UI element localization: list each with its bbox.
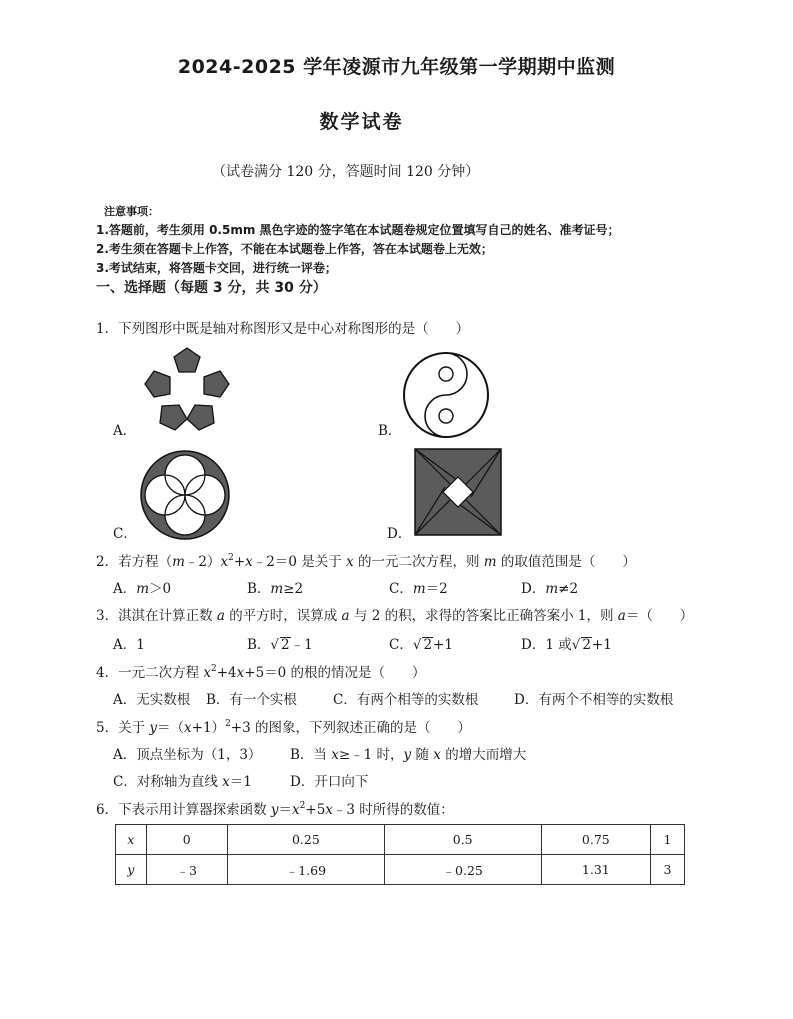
figure-c-petal-circle xyxy=(139,449,231,541)
table-cell: 0.25 xyxy=(227,825,384,855)
q3-option-a: A．1 xyxy=(113,637,145,653)
q5-option-c: C．对称轴为直线 x＝1 xyxy=(113,774,252,790)
figure-d-square-pinwheel xyxy=(413,447,503,537)
q5-option-b: B．当 x≥﹣1 时，y 随 x 的增大而增大 xyxy=(290,747,527,763)
table-cell: 0 xyxy=(146,825,227,855)
question-4-stem: 4．一元二次方程 $x^2+4x+5=0$ 的根的情况是（ ） xyxy=(96,664,426,681)
table-header-y: y xyxy=(116,855,147,885)
q3-option-b: B．√ 2﹣1 xyxy=(247,637,313,653)
question-3-stem: 3．淇淇在计算正数 a 的平方时，误算成 a 与 2 的积，求得的答案比正确答案小 1，则 a＝（ ） xyxy=(96,608,694,624)
question-5-stem: 5．关于 $y=(x+1)^2+3$ 的图象，下列叙述正确的是（ ） xyxy=(96,719,471,736)
q2-option-d: D．m≠2 xyxy=(521,581,579,597)
table-cell: ﹣1.69 xyxy=(227,855,384,885)
figure-c-label: C． xyxy=(113,526,137,542)
q2-option-a: A．m＞0 xyxy=(113,581,172,597)
q3-option-d: D．1 或√ 2+1 xyxy=(521,637,612,653)
exam-meta: （试卷满分 120 分，答题时间 120 分钟） xyxy=(212,164,480,180)
exam-title: 2024-2025 学年凌源市九年级第一学期期中监测 xyxy=(177,56,616,78)
notice-item-3: 3.考试结束，将答题卡交回，进行统一评卷； xyxy=(96,261,337,275)
table-cell: 3 xyxy=(651,855,685,885)
table-cell: 0.75 xyxy=(541,825,650,855)
notice-heading: 注意事项： xyxy=(104,205,159,218)
q2-option-b: B．m≥2 xyxy=(247,581,304,597)
q4-option-c: C．有两个相等的实数根 xyxy=(333,692,479,708)
q2-option-c: C．m＝2 xyxy=(389,581,448,597)
table-cell: 1.31 xyxy=(541,855,650,885)
exam-subtitle: 数学试卷 xyxy=(319,111,404,133)
figure-a-label: A． xyxy=(113,423,137,439)
notice-item-1: 1.答题前，考生须用 0.5mm 黑色字迹的签字笔在本试题卷规定位置填写自己的姓名、准考证号； xyxy=(96,223,620,237)
table-row-y xyxy=(116,855,685,885)
q6-value-table xyxy=(115,824,685,885)
table-cell: ﹣3 xyxy=(146,855,227,885)
figure-a-pentagon-ring xyxy=(137,345,237,435)
table-header-x: x xyxy=(116,825,147,855)
q5-option-a: A．顶点坐标为（1，3） xyxy=(113,747,262,763)
table-cell: 0.5 xyxy=(384,825,541,855)
q3-option-c: C．√ 2+1 xyxy=(389,637,453,653)
figure-b-yin-yang xyxy=(401,350,491,440)
q4-option-b: B．有一个实根 xyxy=(206,692,297,708)
section-title: 一、选择题（每题 3 分，共 30 分） xyxy=(96,280,327,296)
q4-option-d: D．有两个不相等的实数根 xyxy=(514,692,674,708)
figure-d-label: D． xyxy=(387,526,412,542)
notice-item-2: 2.考生须在答题卡上作答，不能在本试题卷上作答，答在本试题卷上无效； xyxy=(96,242,493,256)
table-row-x xyxy=(116,825,685,855)
table-cell: 1 xyxy=(651,825,685,855)
table-cell: ﹣0.25 xyxy=(384,855,541,885)
q4-option-a: A．无实数根 xyxy=(113,692,191,708)
figure-b-label: B． xyxy=(378,423,402,439)
question-1-stem: 1．下列图形中既是轴对称图形又是中心对称图形的是（ ） xyxy=(96,321,470,337)
question-6-stem: 6．下表示用计算器探索函数 $y=x^2+5x﹣3$ 时所得的数值： xyxy=(96,801,454,818)
q5-option-d: D．开口向下 xyxy=(290,774,369,790)
question-2-stem: 2．若方程$(m﹣2)x^2+x﹣2=0$ 是关于 x 的一元二次方程，则 m 的取值范围是（ ） xyxy=(96,553,636,570)
